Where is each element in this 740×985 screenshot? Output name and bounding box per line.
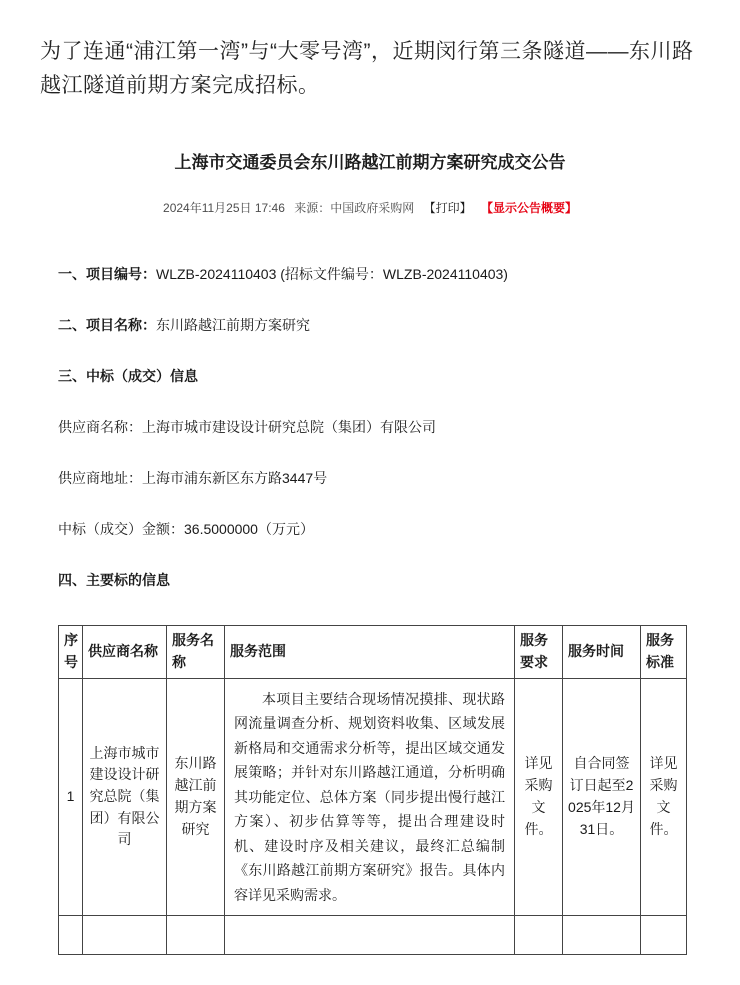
cell-seq: 1 [59, 678, 83, 916]
table-header-service-scope: 服务范围 [225, 626, 515, 678]
table-header-row [59, 626, 687, 678]
table-header-service-name: 服务名称 [167, 626, 225, 678]
meta-line [0, 199, 740, 216]
section-project-number-value: WLZB-2024110403 (招标文件编号：WLZB-2024110403) [156, 266, 508, 283]
cell-service-req: 详见采购文件。 [515, 678, 563, 916]
section-award-amount-value: 中标（成交）金额：36.5000000（万元） [58, 521, 314, 538]
section-supplier-name-value: 供应商名称：上海市城市建设设计研究总院（集团）有限公司 [58, 419, 436, 436]
print-link[interactable]: 【打印】 [423, 201, 472, 216]
cell-service-time: 自合同签订日起至2025年12月31日。 [563, 678, 641, 916]
section-award-info-label: 三、中标（成交）信息 [58, 368, 198, 385]
cell-service-name: 东川路越江前期方案研究 [167, 678, 225, 916]
section-supplier-name [58, 417, 684, 438]
section-subject-info-label: 四、主要标的信息 [58, 572, 170, 589]
cell-service-scope: 本项目主要结合现场情况摸排、现状路网流量调查分析、规划资料收集、区域发展新格局和交通需求分析等，提出区域交通发展策略；并针对东川路越江通道，分析明确其功能定位、总体方案（同步提出慢行越江方案）、初步估算等等，提出合理建设时机、建设时序及相关建议，最终汇总编制《东川路越江前期方案研究》报告。具体内容详见采购需求。 [225, 678, 515, 916]
table-header-service-req: 服务要求 [515, 626, 563, 678]
meta-source: 来源：中国政府采购网 [294, 201, 415, 216]
section-award-info [58, 366, 684, 387]
section-project-name-label: 二、项目名称： [58, 317, 156, 334]
section-subject-info [58, 570, 684, 591]
table-header-supplier: 供应商名称 [83, 626, 167, 678]
section-supplier-address-value: 供应商地址：上海市浦东新区东方路3447号 [58, 470, 328, 487]
table-header-service-std: 服务标准 [641, 626, 687, 678]
section-project-number-label: 一、项目编号： [58, 266, 156, 283]
meta-datetime: 2024年11月25日 17:46 [163, 201, 285, 216]
section-project-number [58, 264, 684, 285]
table-row-empty [59, 916, 687, 955]
announcement-body [0, 216, 740, 591]
intro-text: 为了连通“浦江第一湾”与“大零号湾”，近期闵行第三条隧道——东川路越江隧道前期方案完成招标。 [40, 40, 694, 97]
section-project-name [58, 315, 684, 336]
section-supplier-address [58, 468, 684, 489]
announcement-title: 上海市交通委员会东川路越江前期方案研究成交公告 [174, 153, 566, 173]
cell-service-std: 详见采购文件。 [641, 678, 687, 916]
table-header-seq: 序号 [59, 626, 83, 678]
table-row [59, 678, 687, 916]
section-project-name-value: 东川路越江前期方案研究 [156, 317, 310, 334]
section-award-amount [58, 519, 684, 540]
bid-result-table [58, 625, 687, 955]
cell-supplier: 上海市城市建设设计研究总院（集团）有限公司 [83, 678, 167, 916]
show-summary-link[interactable]: 【显示公告概要】 [480, 201, 577, 216]
table-header-service-time: 服务时间 [563, 626, 641, 678]
